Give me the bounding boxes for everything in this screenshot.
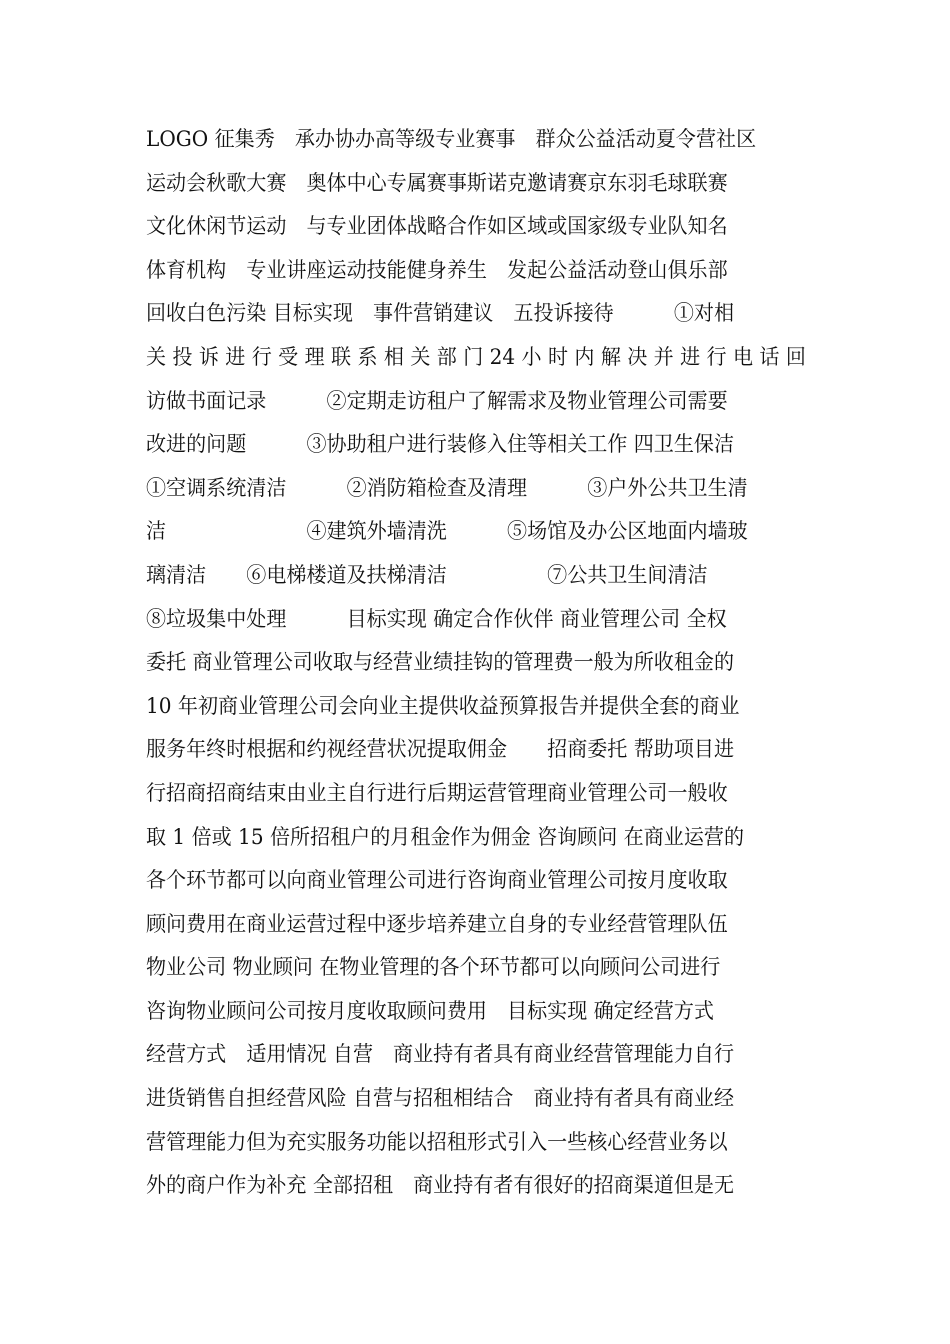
text-line: 10 年初商业管理公司会向业主提供收益预算报告并提供全套的商业	[146, 693, 740, 718]
text-line: 访做书面记录 ②定期走访租户了解需求及物业管理公司需要	[146, 388, 728, 413]
text-line: 委托 商业管理公司收取与经营业绩挂钩的管理费一般为所收租金的	[146, 650, 735, 675]
text-line: 物业公司 物业顾问 在物业管理的各个环节都可以向顾问公司进行	[146, 955, 721, 980]
text-line: ①空调系统清洁 ②消防箱检查及清理 ③户外公共卫生清	[146, 475, 748, 500]
text-line: 外的商户作为补充 全部招租 商业持有者有很好的招商渠道但是无	[146, 1173, 735, 1198]
text-line: 咨询物业顾问公司按月度收取顾问费用 目标实现 确定经营方式	[146, 998, 714, 1023]
text-line: 行招商招商结束由业主自行进行后期运营管理商业管理公司一般收	[146, 780, 728, 805]
text-line: 取 1 倍或 15 倍所招租户的月租金作为佣金 咨询顾问 在商业运营的	[146, 824, 745, 849]
text-line: ⑧垃圾集中处理 目标实现 确定合作伙伴 商业管理公司 全权	[146, 606, 727, 631]
text-line: LOGO 征集秀 承办协办高等级专业赛事 群众公益活动夏令营社区	[146, 127, 757, 151]
text-line: 体育机构 专业讲座运动技能健身养生 发起公益活动登山俱乐部	[146, 257, 728, 282]
text-line: 回收白色污染 目标实现 事件营销建议 五投诉接待 ①对相	[146, 301, 735, 326]
text-line: 顾问费用在商业运营过程中逐步培养建立自身的专业经营管理队伍	[146, 911, 728, 936]
text-line: 服务年终时根据和约视经营状况提取佣金 招商委托 帮助项目进	[146, 737, 735, 762]
text-line: 经营方式 适用情况 自营 商业持有者具有商业经营管理能力自行	[146, 1042, 735, 1067]
text-line: 洁 ④建筑外墙清洗 ⑤场馆及办公区地面内墙玻	[146, 519, 748, 544]
text-line: 营管理能力但为充实服务功能以招租形式引入一些核心经营业务以	[146, 1129, 728, 1154]
text-line: 璃清洁 ⑥电梯楼道及扶梯清洁 ⑦公共卫生间清洁	[146, 562, 708, 587]
text-line: 进货销售自担经营风险 自营与招租相结合 商业持有者具有商业经	[146, 1086, 735, 1111]
text-line: 改进的问题 ③协助租户进行装修入住等相关工作 四卫生保洁	[146, 432, 735, 457]
text-line: 文化休闲节运动 与专业团体战略合作如区域或国家级专业队知名	[146, 214, 728, 239]
text-line: 关 投 诉 进 行 受 理 联 系 相 关 部 门 24 小 时 内 解 决 并 进 行 电 话 回	[146, 344, 806, 369]
text-line: 各个环节都可以向商业管理公司进行咨询商业管理公司按月度收取	[146, 868, 728, 893]
document-body	[146, 122, 837, 1212]
text-line: 运动会秋歌大赛 奥体中心专属赛事斯诺克邀请赛京东羽毛球联赛	[146, 170, 728, 195]
